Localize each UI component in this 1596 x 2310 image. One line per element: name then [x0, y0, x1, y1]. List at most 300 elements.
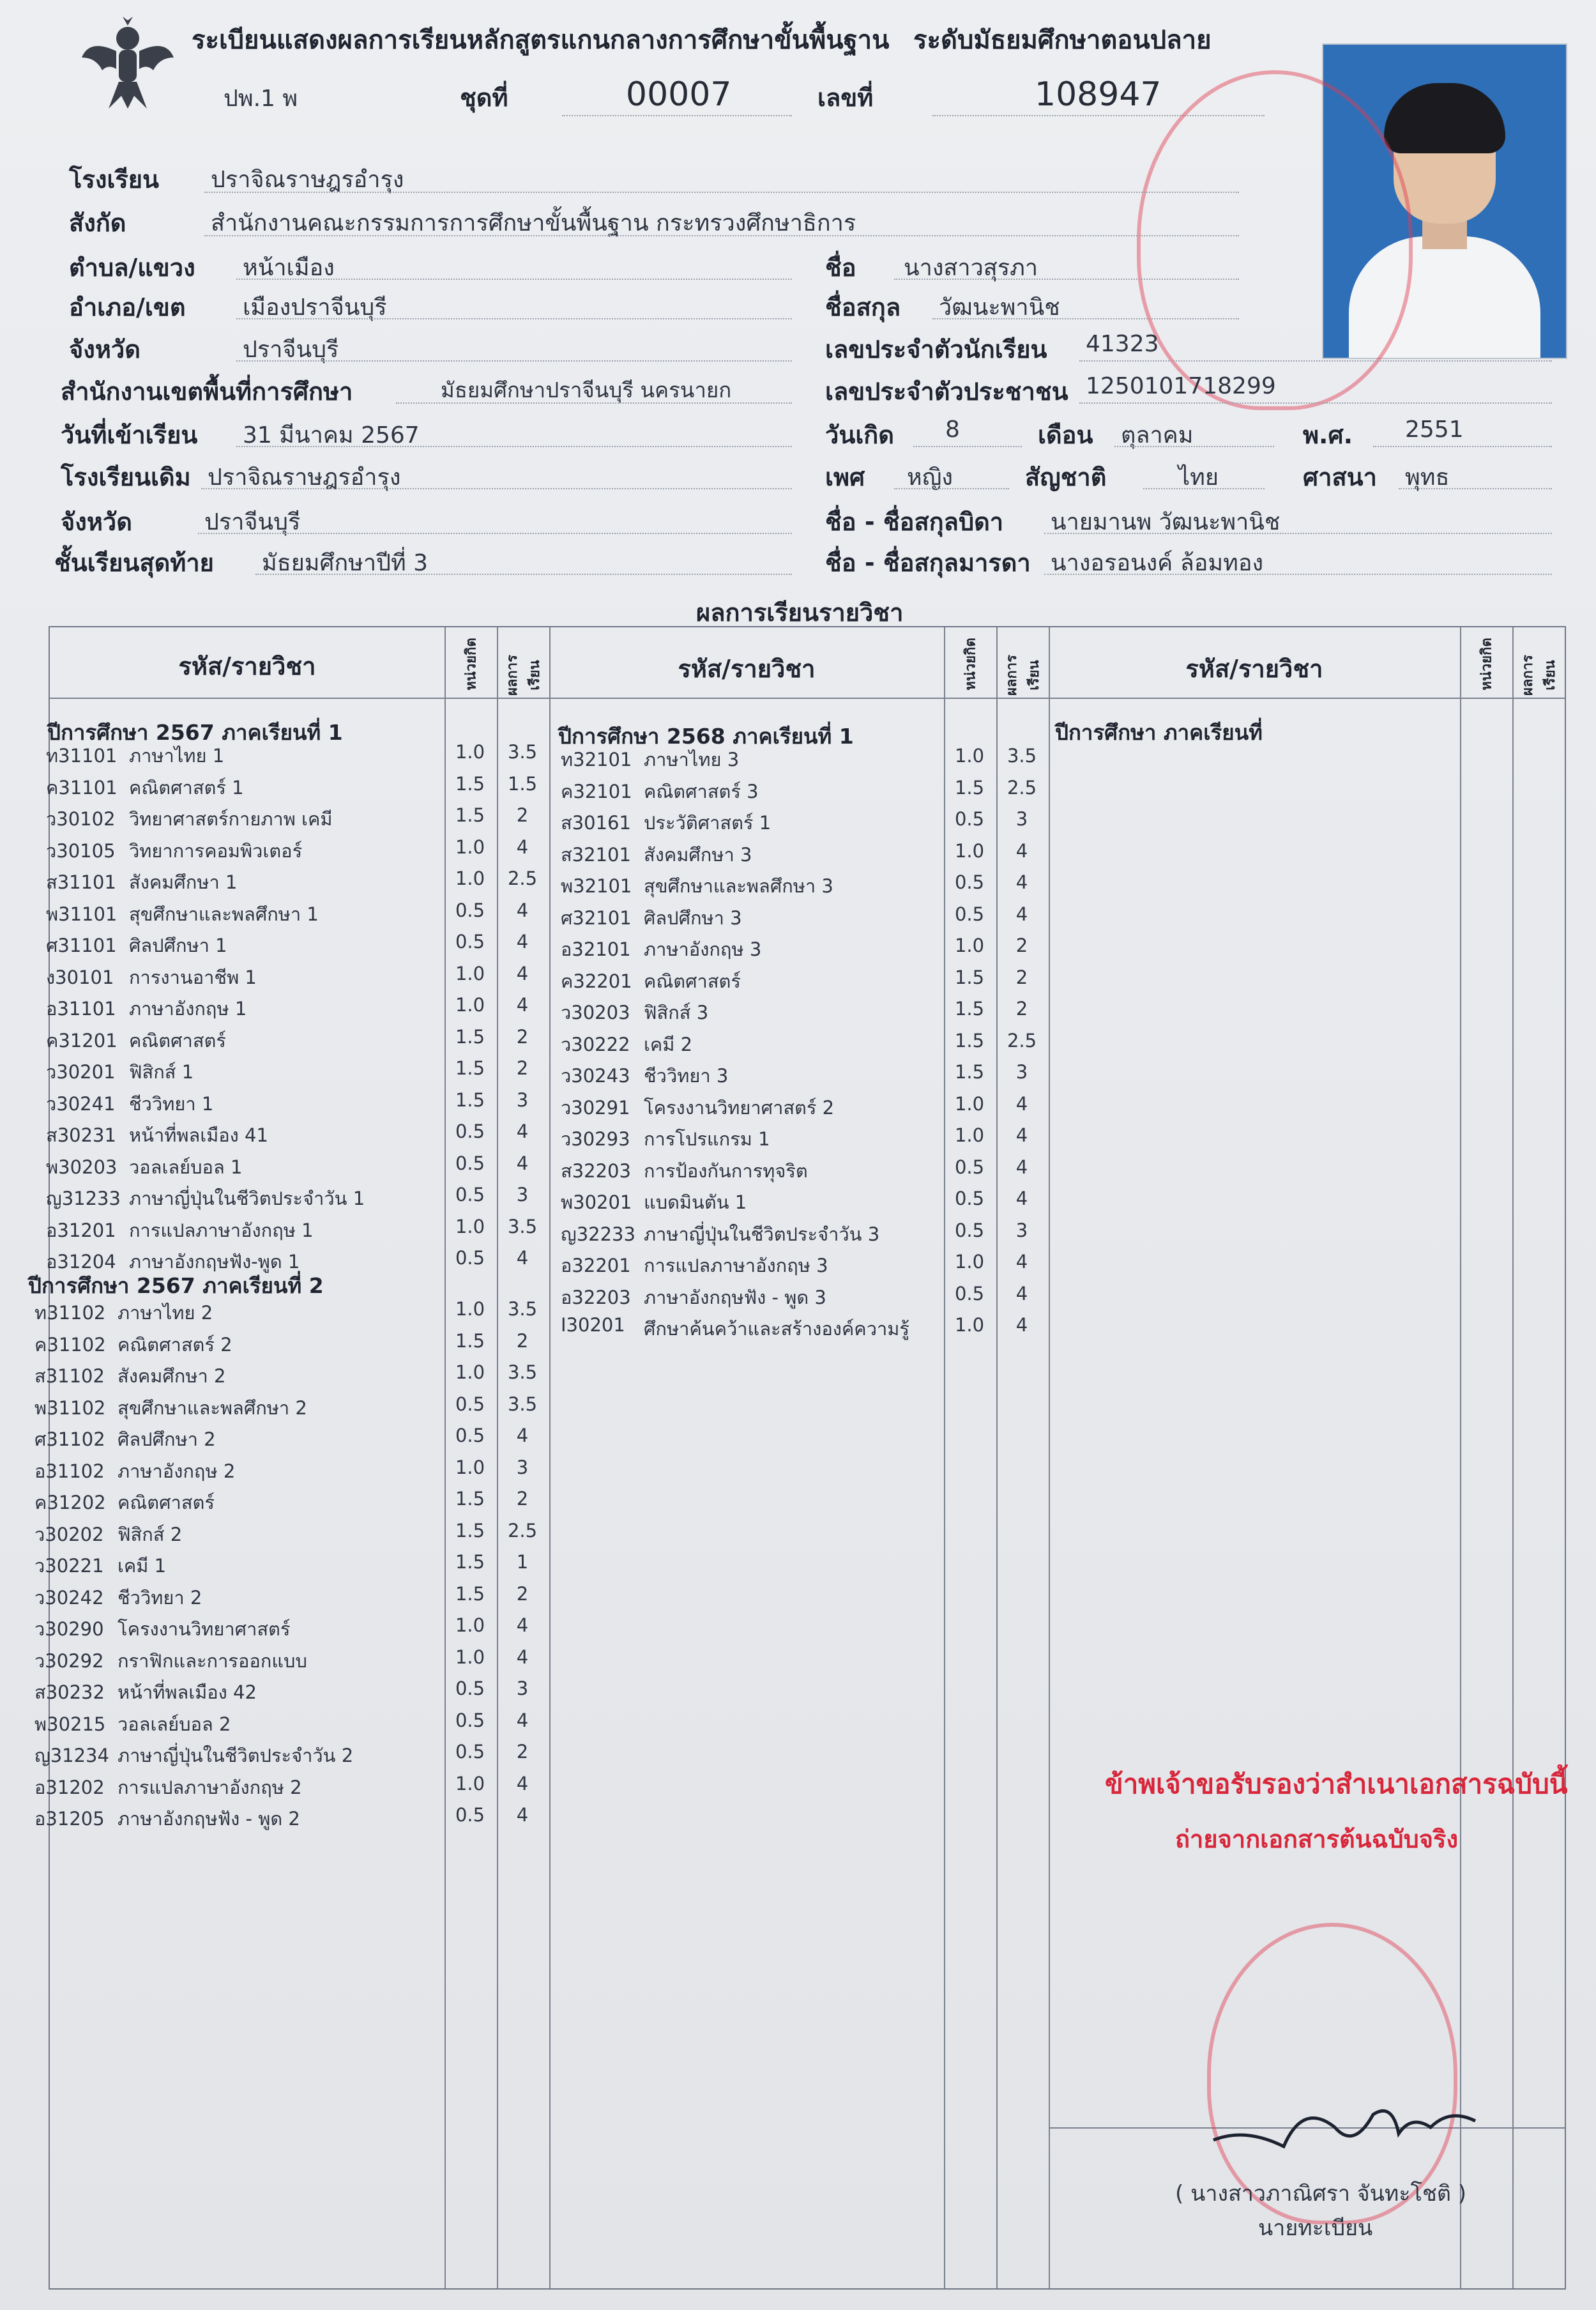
- subject-code: ค32101: [561, 780, 632, 802]
- subject-code: พ32101: [561, 875, 632, 897]
- grade-value: 3.5: [507, 1393, 538, 1415]
- subject-code: ว30201: [46, 1061, 116, 1083]
- subject-code: พ30201: [561, 1191, 632, 1213]
- credit-value: 1.0: [455, 1646, 485, 1668]
- mother-value: นางอรอนงค์ ล้อมทอง: [1051, 550, 1264, 576]
- tambon-value: หน้าเมือง: [243, 255, 335, 281]
- subject-name: ฟิสิกส์ 2: [118, 1523, 183, 1545]
- subject-code: ญ31234: [34, 1745, 109, 1766]
- name-value: นางสาวสุรภา: [904, 255, 1038, 281]
- grade-value: 3: [516, 1456, 529, 1478]
- credit-value: 0.5: [954, 1282, 985, 1304]
- credit-value: 1.5: [455, 1582, 485, 1605]
- subject-name: ภาษาอังกฤษ 1: [129, 998, 247, 1020]
- credit-value: 0.5: [954, 1219, 985, 1241]
- grade-value: 2.5: [1007, 776, 1037, 799]
- subject-code: I30201: [561, 1314, 625, 1336]
- credit-value: 1.0: [455, 836, 485, 858]
- mother-label: ชื่อ - ชื่อสกุลมารดา: [825, 549, 1031, 577]
- previous-province-value: ปราจีนบุรี: [204, 509, 301, 535]
- credit-value: 1.0: [455, 1298, 485, 1320]
- birth-month-value: ตุลาคม: [1121, 422, 1194, 448]
- birth-day-label: วันเกิด: [825, 421, 894, 449]
- col1-grade-header: ผลการเรียน: [505, 655, 543, 696]
- subject-name: การงานอาชีพ 1: [129, 966, 257, 988]
- set-label: ชุดที่: [460, 84, 508, 112]
- table-row: [561, 1188, 1054, 1218]
- previous-school-value: ปราจิณราษฎรอำรุง: [208, 464, 401, 491]
- enter-date-label: วันที่เข้าเรียน: [61, 421, 198, 449]
- credit-value: 1.0: [455, 1215, 485, 1237]
- table-row: [561, 967, 1054, 997]
- subject-name: ภาษาอังกฤษฟัง - พูด 2: [118, 1808, 300, 1830]
- subject-code: ว30102: [46, 808, 116, 830]
- credit-value: 0.5: [954, 1188, 985, 1209]
- table-row: [561, 745, 1054, 776]
- table-row: [46, 1121, 554, 1151]
- table-row: [34, 1520, 554, 1550]
- grade-value: 4: [516, 836, 529, 858]
- signer-position: นายทะเบียน: [1258, 2215, 1373, 2241]
- subject-name: โครงงานวิทยาศาสตร์ 2: [644, 1096, 835, 1119]
- student-id-value: 41323: [1086, 331, 1159, 357]
- col1-semester1-heading: ปีการศึกษา 2567 ภาคเรียนที่ 1: [47, 720, 343, 745]
- form-code: ปพ.1 พ: [224, 86, 298, 112]
- table-row: [34, 1488, 554, 1518]
- table-row: [561, 871, 1054, 902]
- subject-name: ฟิสิกส์ 3: [644, 1002, 709, 1023]
- credit-value: 0.5: [455, 1184, 485, 1205]
- grade-value: 3: [1015, 1219, 1028, 1241]
- table-row: [34, 1773, 554, 1803]
- grade-value: 3: [1015, 808, 1028, 830]
- certification-line-2: ถ่ายจากเอกสารต้นฉบับจริง: [1175, 1825, 1458, 1853]
- subject-code: ค31102: [34, 1333, 106, 1356]
- grade-value: 4: [516, 1425, 529, 1446]
- grade-value: 4: [516, 1247, 529, 1269]
- set-number: 00007: [626, 75, 732, 114]
- level-title: ระดับมัธยมศึกษาตอนปลาย: [913, 26, 1212, 55]
- nationality-label: สัญชาติ: [1025, 463, 1107, 491]
- subject-name: ภาษาอังกฤษ 3: [644, 938, 762, 960]
- subject-name: หน้าที่พลเมือง 41: [129, 1124, 268, 1146]
- table-row: [46, 1152, 554, 1183]
- affiliation-label: สังกัด: [69, 209, 126, 237]
- credit-value: 0.5: [455, 1678, 485, 1699]
- subject-name: ชีววิทยา 1: [129, 1092, 214, 1115]
- grade-value: 4: [516, 1614, 529, 1636]
- table-row: [34, 1298, 554, 1329]
- subject-name: สุขศึกษาและพลศึกษา 1: [129, 903, 319, 925]
- credit-value: 0.5: [954, 871, 985, 893]
- credit-value: 1.0: [954, 935, 985, 956]
- subject-code: อ31202: [34, 1776, 105, 1798]
- grade-value: 1: [516, 1551, 529, 1573]
- table-row: [561, 808, 1054, 839]
- subject-name: การแปลภาษาอังกฤษ 3: [644, 1255, 828, 1276]
- subject-name: คณิตศาสตร์: [129, 1029, 226, 1052]
- subject-name: ศึกษาค้นคว้าและสร้างองค์ความรู้: [644, 1318, 909, 1340]
- credit-value: 1.0: [455, 1614, 485, 1636]
- subject-name: ประวัติศาสตร์ 1: [644, 812, 771, 834]
- credit-value: 1.0: [954, 745, 985, 767]
- birth-day-value: 8: [945, 417, 960, 443]
- table-row: [34, 1457, 554, 1487]
- grade-value: 2.5: [507, 868, 538, 889]
- subject-code: ว30203: [561, 1002, 630, 1023]
- table-row: [46, 1026, 554, 1057]
- document-number: 108947: [1035, 75, 1162, 114]
- subject-name: การแปลภาษาอังกฤษ 2: [118, 1776, 302, 1798]
- table-row: [46, 963, 554, 993]
- last-grade-value: มัธยมศึกษาปีที่ 3: [262, 550, 429, 576]
- grade-value: 4: [1015, 839, 1028, 862]
- subject-name: ศิลปศึกษา 2: [118, 1428, 216, 1450]
- nationality-value: ไทย: [1178, 464, 1219, 491]
- credit-value: 1.5: [455, 1488, 485, 1510]
- student-id-label: เลขประจำตัวนักเรียน: [825, 335, 1047, 363]
- subject-name: ภาษาอังกฤษ 2: [118, 1460, 236, 1482]
- certification-line-1: ข้าพเจ้าขอรับรองว่าสำเนาเอกสารฉบับนี้: [1105, 1768, 1568, 1800]
- grade-value: 3: [1015, 1061, 1028, 1083]
- table-row: [46, 741, 554, 772]
- birth-month-label: เดือน: [1038, 421, 1093, 449]
- grade-value: 4: [516, 994, 529, 1016]
- table-row: [46, 994, 554, 1025]
- credit-value: 1.0: [455, 962, 485, 984]
- credit-value: 1.5: [954, 776, 985, 799]
- citizen-id-value: 1250101718299: [1086, 373, 1276, 399]
- subject-code: ว30243: [561, 1065, 630, 1087]
- table-row: [561, 1251, 1054, 1281]
- subject-name: เคมี 1: [118, 1555, 167, 1577]
- subject-code: ค32201: [561, 970, 632, 992]
- subject-name: คณิตศาสตร์ 2: [118, 1333, 232, 1356]
- table-row: [46, 899, 554, 930]
- grade-value: 3.5: [507, 741, 538, 763]
- grade-value: 2: [1015, 998, 1028, 1020]
- surname-label: ชื่อสกุล: [825, 293, 901, 321]
- subject-name: ภาษาญี่ปุ่นในชีวิตประจำวัน 3: [644, 1223, 880, 1245]
- surname-value: วัฒนะพานิช: [939, 294, 1060, 321]
- subject-name: คณิตศาสตร์: [644, 970, 741, 992]
- subject-name: ภาษาอังกฤษฟัง-พูด 1: [129, 1251, 300, 1273]
- subject-name: คณิตศาสตร์ 3: [644, 780, 759, 802]
- credit-value: 0.5: [455, 1741, 485, 1763]
- subject-code: ท31102: [34, 1302, 106, 1324]
- table-row: [561, 777, 1054, 807]
- credit-value: 1.0: [455, 1772, 485, 1794]
- table-row: [561, 935, 1054, 965]
- amphoe-value: เมืองปราจีนบุรี: [243, 294, 387, 321]
- number-label: เลขที่: [817, 84, 874, 112]
- grade-value: 4: [516, 931, 529, 952]
- grade-value: 4: [1015, 1188, 1028, 1209]
- grade-value: 2: [1015, 935, 1028, 956]
- subject-code: ส31101: [46, 871, 116, 893]
- col2-semester1-heading: ปีการศึกษา 2568 ภาคเรียนที่ 1: [558, 724, 854, 749]
- grade-value: 2: [516, 804, 529, 826]
- credit-value: 0.5: [455, 1425, 485, 1446]
- school-seal-stamp: [1137, 70, 1413, 410]
- col3-credit-header: หน่วยกิต: [1478, 638, 1495, 691]
- credit-value: 1.5: [455, 1329, 485, 1352]
- grade-value: 3.5: [1007, 745, 1037, 767]
- name-label: ชื่อ: [825, 254, 856, 282]
- affiliation-value: สำนักงานคณะกรรมการการศึกษาขั้นพื้นฐาน กระทรวงศึกษาธิการ: [211, 210, 856, 236]
- grade-value: 3.5: [507, 1298, 538, 1320]
- subject-name: เคมี 2: [644, 1033, 693, 1055]
- credit-value: 0.5: [455, 1393, 485, 1415]
- table-row: [34, 1804, 554, 1835]
- subject-code: ส30231: [46, 1124, 116, 1146]
- birth-year-value: 2551: [1405, 417, 1464, 443]
- credit-value: 1.0: [954, 1124, 985, 1146]
- credit-value: 1.5: [954, 966, 985, 988]
- subject-code: พ31102: [34, 1396, 106, 1419]
- school-label: โรงเรียน: [69, 165, 160, 194]
- credit-value: 1.0: [954, 839, 985, 862]
- credit-value: 0.5: [455, 1247, 485, 1269]
- table-row: [46, 1057, 554, 1088]
- table-row: [561, 1030, 1054, 1060]
- credit-value: 1.5: [954, 1029, 985, 1052]
- subject-name: คณิตศาสตร์ 1: [129, 776, 244, 799]
- subject-code: ศ31101: [46, 935, 117, 956]
- religion-label: ศาสนา: [1303, 463, 1377, 491]
- table-row: [561, 1314, 1054, 1345]
- credit-value: 1.0: [954, 1314, 985, 1336]
- grade-value: 2: [1015, 966, 1028, 988]
- subject-code: พ31101: [46, 903, 118, 925]
- credit-value: 1.0: [455, 994, 485, 1016]
- area-label: สำนักงานเขตพื้นที่การศึกษา: [61, 378, 353, 406]
- birth-year-label: พ.ศ.: [1303, 421, 1353, 449]
- credit-value: 1.5: [455, 772, 485, 795]
- subject-name: สุขศึกษาและพลศึกษา 2: [118, 1396, 307, 1419]
- table-row: [46, 1089, 554, 1120]
- grade-value: 2.5: [507, 1519, 538, 1541]
- table-row: [561, 1093, 1054, 1124]
- subject-code: ญ32233: [561, 1223, 635, 1245]
- grade-value: 4: [1015, 871, 1028, 893]
- province-label: จังหวัด: [69, 335, 141, 363]
- grade-value: 4: [516, 1772, 529, 1794]
- previous-school-label: โรงเรียนเดิม: [61, 463, 191, 491]
- credit-value: 1.0: [954, 1092, 985, 1115]
- subject-code: ว30241: [46, 1092, 116, 1115]
- grade-value: 4: [1015, 903, 1028, 925]
- subject-name: ชีววิทยา 2: [118, 1586, 202, 1609]
- grade-value: 4: [516, 1152, 529, 1174]
- signature-icon: [1207, 2089, 1501, 2166]
- grade-value: 4: [516, 962, 529, 984]
- grade-value: 4: [516, 1646, 529, 1668]
- subject-code: ค31201: [46, 1029, 118, 1052]
- table-row: [34, 1361, 554, 1392]
- grade-value: 4: [1015, 1282, 1028, 1304]
- amphoe-label: อำเภอ/เขต: [69, 293, 186, 321]
- subject-name: ศิลปศึกษา 3: [644, 906, 742, 929]
- credit-value: 1.0: [455, 868, 485, 889]
- table-row: [561, 840, 1054, 871]
- subject-name: สุขศึกษาและพลศึกษา 3: [644, 875, 833, 897]
- table-row: [561, 1124, 1054, 1155]
- credit-value: 1.5: [954, 998, 985, 1020]
- subject-code: อ31205: [34, 1808, 105, 1830]
- credit-value: 0.5: [954, 1156, 985, 1178]
- credit-value: 1.5: [455, 1551, 485, 1573]
- signer-name: ( นางสาวภาณิศรา จันทะโชติ ): [1175, 2181, 1467, 2207]
- previous-province-label: จังหวัด: [61, 508, 132, 536]
- subject-code: ว30291: [561, 1096, 630, 1119]
- last-grade-label: ชั้นเรียนสุดท้าย: [54, 549, 214, 577]
- father-label: ชื่อ - ชื่อสกุลบิดา: [825, 508, 1004, 536]
- father-value: นายมานพ วัฒนะพานิช: [1051, 509, 1281, 535]
- credit-value: 0.5: [455, 899, 485, 921]
- grade-value: 3.5: [507, 1215, 538, 1237]
- subject-name: โครงงานวิทยาศาสตร์: [118, 1618, 291, 1640]
- garuda-emblem-icon: [77, 13, 179, 115]
- tambon-label: ตำบล/แขวง: [69, 254, 195, 282]
- table-row: [561, 998, 1054, 1029]
- subject-code: อ31201: [46, 1219, 116, 1241]
- table-row: [561, 1156, 1054, 1187]
- grade-value: 3.5: [507, 1361, 538, 1383]
- subject-code: อ32201: [561, 1255, 631, 1276]
- subject-name: แบดมินตัน 1: [644, 1191, 747, 1213]
- credit-value: 1.5: [455, 1519, 485, 1541]
- subject-name: วอลเลย์บอล 1: [129, 1156, 243, 1178]
- sex-label: เพศ: [825, 463, 865, 491]
- table-row: [34, 1646, 554, 1677]
- grade-value: 4: [516, 899, 529, 921]
- subject-code: ส32101: [561, 843, 631, 866]
- table-row: [46, 836, 554, 867]
- table-row: [34, 1583, 554, 1614]
- grade-value: 2: [516, 1741, 529, 1763]
- area-value: มัธยมศึกษาปราจีนบุรี นครนายก: [441, 378, 732, 402]
- subject-name: ศิลปศึกษา 1: [129, 935, 227, 956]
- subject-name: ชีววิทยา 3: [644, 1065, 729, 1087]
- subject-code: ว30222: [561, 1033, 630, 1055]
- subject-name: ภาษาอังกฤษฟัง - พูด 3: [644, 1286, 826, 1308]
- table-row: [34, 1741, 554, 1771]
- citizen-id-label: เลขประจำตัวประชาชน: [825, 378, 1068, 406]
- grade-value: 4: [1015, 1314, 1028, 1336]
- subject-code: ว30242: [34, 1586, 104, 1609]
- subject-code: ง30101: [46, 966, 114, 988]
- subject-code: ว30292: [34, 1649, 104, 1672]
- grade-value: 3: [516, 1089, 529, 1111]
- subject-name: การป้องกันการทุจริต: [644, 1159, 808, 1182]
- table-row: [46, 773, 554, 804]
- col2-grade-header: ผลการเรียน: [1004, 655, 1042, 696]
- subject-name: วิทยาศาสตร์กายภาพ เคมี: [129, 808, 333, 830]
- credit-value: 0.5: [455, 1152, 485, 1174]
- enter-date-value: 31 มีนาคม 2567: [243, 422, 420, 448]
- subject-name: วิทยาการคอมพิวเตอร์: [129, 839, 303, 862]
- table-row: [561, 1061, 1054, 1092]
- subject-code: ส30161: [561, 812, 631, 834]
- credit-value: 1.0: [455, 1361, 485, 1383]
- credit-value: 1.5: [455, 1025, 485, 1048]
- subject-code: ญ31233: [46, 1188, 121, 1209]
- table-row: [34, 1425, 554, 1455]
- credit-value: 0.5: [455, 1709, 485, 1731]
- credit-value: 1.0: [455, 1456, 485, 1478]
- grade-value: 2: [516, 1329, 529, 1352]
- col2-credit-header: หน่วยกิต: [962, 638, 979, 691]
- table-row: [34, 1614, 554, 1645]
- subject-code: อ32203: [561, 1286, 631, 1308]
- table-row: [561, 903, 1054, 934]
- credit-value: 0.5: [954, 808, 985, 830]
- subject-code: ค31202: [34, 1492, 106, 1513]
- subject-code: พ30203: [46, 1156, 118, 1178]
- subject-code: อ31102: [34, 1460, 105, 1482]
- subject-code: ว30290: [34, 1618, 104, 1640]
- subject-code: ว30221: [34, 1555, 104, 1577]
- subject-name: ภาษาญี่ปุ่นในชีวิตประจำวัน 1: [129, 1188, 365, 1209]
- credit-value: 1.5: [455, 1089, 485, 1111]
- subject-code: ท31101: [46, 745, 118, 767]
- subject-name: ภาษาไทย 3: [644, 749, 740, 770]
- subject-code: อ32101: [561, 938, 631, 960]
- subject-code: ส32203: [561, 1159, 631, 1182]
- grade-value: 3: [516, 1184, 529, 1205]
- subject-name: ภาษาญี่ปุ่นในชีวิตประจำวัน 2: [118, 1745, 354, 1766]
- subject-code: ท32101: [561, 749, 632, 770]
- grade-value: 2: [516, 1488, 529, 1510]
- table-row: [34, 1678, 554, 1708]
- religion-value: พุทธ: [1405, 464, 1450, 491]
- grade-value: 2: [516, 1582, 529, 1605]
- table-row: [34, 1393, 554, 1424]
- subject-name: สังคมศึกษา 2: [118, 1365, 226, 1387]
- col3-subject-header: รหัส/รายวิชา: [1185, 655, 1323, 683]
- grade-value: 4: [516, 1709, 529, 1731]
- col1-subject-header: รหัส/รายวิชา: [178, 652, 316, 680]
- subject-name: ภาษาไทย 1: [129, 745, 225, 767]
- subject-code: ศ31102: [34, 1428, 105, 1450]
- credit-value: 0.5: [455, 1804, 485, 1826]
- subject-code: ว30105: [46, 839, 116, 862]
- table-row: [561, 1283, 1054, 1313]
- credit-value: 1.5: [455, 1057, 485, 1079]
- grade-value: 2: [516, 1025, 529, 1048]
- col1-semester2-heading: ปีการศึกษา 2567 ภาคเรียนที่ 2: [28, 1273, 324, 1298]
- subject-name: ภาษาไทย 2: [118, 1302, 213, 1324]
- table-row: [34, 1551, 554, 1582]
- credit-value: 0.5: [954, 903, 985, 925]
- credit-value: 1.5: [455, 804, 485, 826]
- subject-name: ฟิสิกส์ 1: [129, 1061, 194, 1083]
- grade-value: 3: [516, 1678, 529, 1699]
- subject-name: คณิตศาสตร์: [118, 1492, 215, 1513]
- credit-value: 1.0: [455, 741, 485, 763]
- grade-value: 2.5: [1007, 1029, 1037, 1052]
- table-caption: ผลการเรียนรายวิชา: [696, 599, 904, 627]
- table-row: [46, 1247, 554, 1278]
- col1-credit-header: หน่วยกิต: [463, 638, 480, 691]
- col3-grade-header: ผลการเรียน: [1520, 655, 1558, 696]
- table-row: [46, 1216, 554, 1246]
- table-row: [34, 1710, 554, 1740]
- col3-semester1-heading: ปีการศึกษา ภาคเรียนที่: [1055, 720, 1263, 745]
- grade-value: 4: [1015, 1092, 1028, 1115]
- subject-name: การโปรแกรม 1: [644, 1128, 770, 1150]
